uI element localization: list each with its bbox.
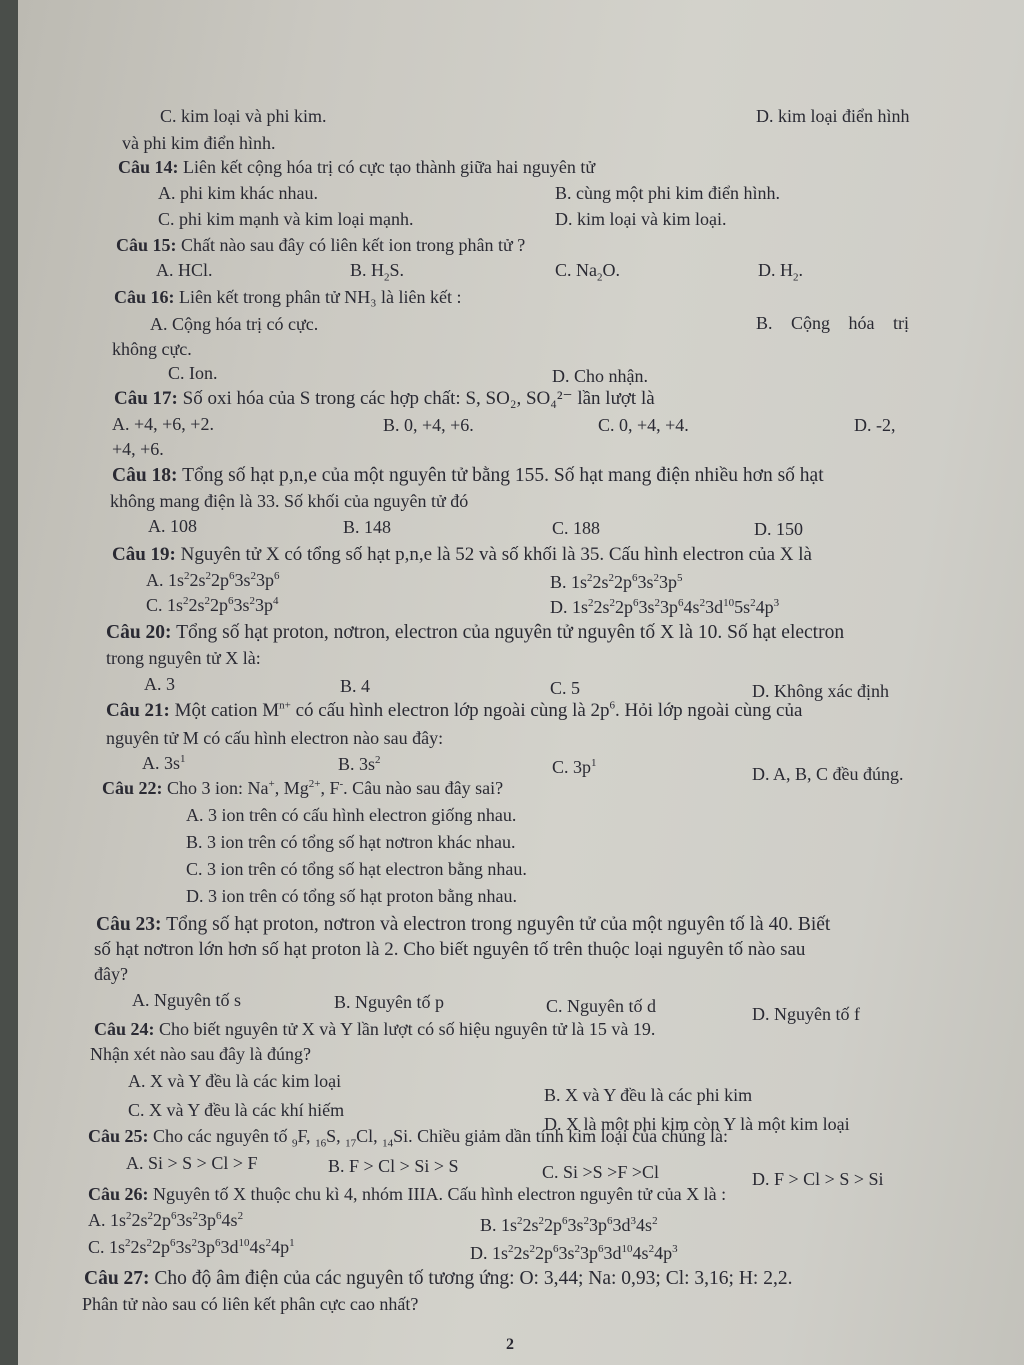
text-line: Phân tử nào sau có liên kết phân cực cao nhất? bbox=[82, 1294, 419, 1314]
option-c: C. Nguyên tố d bbox=[546, 996, 656, 1016]
option-c: C. 188 bbox=[552, 518, 601, 538]
option-a: A. Nguyên tố s bbox=[132, 990, 241, 1010]
question-label: Câu 27: bbox=[84, 1268, 150, 1289]
question-text: Chất nào sau đây có liên kết ion trong phân tử ? bbox=[181, 235, 526, 255]
question-27 bbox=[84, 1268, 792, 1290]
option-d: D. -2, bbox=[854, 415, 896, 435]
text-line: số hạt nơtron lớn hơn số hạt proton là 2. Cho biết nguyên tố trên thuộc loại nguyên tố nào sau bbox=[94, 939, 806, 960]
option-c: C. phi kim mạnh và kim loại mạnh. bbox=[158, 209, 414, 229]
text-line: và phi kim điển hình. bbox=[122, 133, 276, 153]
question-text: Cho biết nguyên tử X và Y lần lượt có số hiệu nguyên tử là 15 và 19. bbox=[159, 1019, 656, 1039]
option-c: C. $1s^22s^22p^63s^23p^4$ bbox=[146, 595, 279, 615]
option-a: A. 108 bbox=[148, 516, 197, 536]
text-line: không cực. bbox=[112, 339, 192, 359]
option-b: B. $1s^22s^22p^63s^23p^63d^34s^2$ bbox=[480, 1215, 658, 1235]
option-a: A. 3 bbox=[144, 674, 175, 694]
option-a: A. $3s^1$ bbox=[142, 753, 186, 773]
question-label: Câu 15: bbox=[116, 235, 177, 255]
option-d: D. 150 bbox=[754, 519, 803, 539]
question-23 bbox=[96, 914, 830, 936]
question-text: Liên kết trong phân tử NH₃ là liên kết : bbox=[179, 287, 462, 307]
option-b: B. Cộng hóa trị bbox=[756, 313, 909, 333]
text-line: D. kim loại điển hình bbox=[756, 106, 910, 126]
option-a: A. Si > S > Cl > F bbox=[126, 1153, 258, 1173]
option-c: C. $1s^22s^22p^63s^23p^63d^{10}4s^24p^1$ bbox=[88, 1237, 295, 1257]
question-text: Tổng số hạt proton, nơtron, electron của nguyên tử nguyên tố X là 10. Số hạt electron bbox=[176, 622, 845, 643]
question-15 bbox=[116, 234, 525, 256]
question-text: Nguyên tố X thuộc chu kì 4, nhóm IIIA. Cấu hình electron nguyên tử của X là : bbox=[153, 1184, 727, 1204]
question-text: Số oxi hóa của S trong các hợp chất: S, SO₂, SO₄²⁻ lần lượt là bbox=[182, 388, 655, 409]
option-d: D. F > Cl > S > Si bbox=[752, 1169, 884, 1189]
question-label: Câu 21: bbox=[106, 700, 170, 721]
option-c: C. $Na_2O$. bbox=[555, 260, 620, 284]
option-d: D. $1s^22s^22p^63s^23p^63d^{10}4s^24p^3$ bbox=[470, 1243, 678, 1263]
question-label: Câu 26: bbox=[88, 1184, 149, 1204]
option-a: A. 3 ion trên có cấu hình electron giống nhau. bbox=[186, 805, 517, 825]
option-a: A. $1s^22s^22p^63s^23p^64s^2$ bbox=[88, 1210, 244, 1230]
text-line: +4, +6. bbox=[112, 439, 164, 459]
question-26 bbox=[88, 1183, 726, 1205]
option-a: A. X và Y đều là các kim loại bbox=[128, 1071, 342, 1091]
question-label: Câu 14: bbox=[118, 157, 179, 177]
option-a: A. +4, +6, +2. bbox=[112, 414, 214, 434]
document-page bbox=[18, 0, 1024, 1365]
question-16 bbox=[114, 286, 461, 308]
question-20 bbox=[106, 622, 844, 644]
option-c: C. 5 bbox=[550, 678, 581, 698]
text-line: Nhận xét nào sau đây là đúng? bbox=[90, 1044, 311, 1064]
option-d: D. kim loại và kim loại. bbox=[555, 209, 727, 229]
question-18 bbox=[112, 465, 824, 487]
option-b: B. Nguyên tố p bbox=[334, 992, 444, 1012]
question-25: Câu 25: Cho các nguyên tố $_9$F, $_{16}$S, $_{17}$Cl, $_{14}$Si. Chiều giảm dần tính kim loại của chúng là: bbox=[88, 1126, 729, 1150]
option-b: B. X và Y đều là các phi kim bbox=[544, 1085, 753, 1105]
option-c: C. 0, +4, +4. bbox=[598, 415, 689, 435]
text-line: trong nguyên tử X là: bbox=[106, 648, 261, 668]
option-b: B. $1s^22s^22p^63s^23p^5$ bbox=[550, 572, 683, 592]
question-label: Câu 20: bbox=[106, 622, 172, 643]
option-d: D. Không xác định bbox=[752, 681, 889, 701]
option-b: B. $3s^2$ bbox=[338, 754, 381, 774]
option-b: B. $H_2S$. bbox=[350, 260, 405, 284]
question-text: Tổng số hạt p,n,e của một nguyên tử bằng 155. Số hạt mang điện nhiều hơn số hạt bbox=[182, 465, 824, 486]
option-a: A. Cộng hóa trị có cực. bbox=[150, 314, 319, 334]
option-d: D. $1s^22s^22p^63s^23p^64s^23d^{10}5s^24p^3$ bbox=[550, 597, 780, 617]
option-a: A. $1s^22s^22p^63s^23p^6$ bbox=[146, 570, 280, 590]
option-c: C. Ion. bbox=[168, 363, 218, 383]
question-label: Câu 23: bbox=[96, 914, 162, 935]
question-label: Câu 18: bbox=[112, 465, 178, 486]
option-d: D. Cho nhận. bbox=[552, 366, 648, 386]
text-line: C. kim loại và phi kim. bbox=[160, 106, 327, 126]
question-label: Câu 24: bbox=[94, 1019, 155, 1039]
text-line: không mang điện là 33. Số khối của nguyên tử đó bbox=[110, 491, 469, 511]
option-d: D. $H_2$. bbox=[758, 260, 803, 284]
option-a: A. HCl. bbox=[156, 260, 213, 280]
question-label: Câu 19: bbox=[112, 544, 176, 565]
option-c: C. Si >S >F >Cl bbox=[542, 1162, 659, 1182]
text-line: đây? bbox=[94, 964, 128, 984]
option-d: D. X là một phi kim còn Y là một kim loại bbox=[544, 1114, 850, 1134]
question-label: Câu 17: bbox=[114, 388, 178, 409]
option-c: C. $3p^1$ bbox=[552, 757, 597, 777]
question-text: Cho độ âm điện của các nguyên tố tương ứng: O: 3,44; Na: 0,93; Cl: 3,16; H: 2,2. bbox=[154, 1268, 793, 1289]
option-b: B. 4 bbox=[340, 676, 371, 696]
option-a: A. phi kim khác nhau. bbox=[158, 183, 318, 203]
option-c: C. X và Y đều là các khí hiếm bbox=[128, 1100, 345, 1120]
question-label: Câu 25: bbox=[88, 1126, 149, 1146]
option-b: B. 0, +4, +6. bbox=[383, 415, 474, 435]
option-d: D. Nguyên tố f bbox=[752, 1004, 860, 1024]
question-text: Tổng số hạt proton, nơtron và electron trong nguyên tử của một nguyên tố là 40. Biết bbox=[166, 914, 831, 935]
question-22: Câu 22: Cho 3 ion: Na+, $Mg^{2+}$, F-. Câu nào sau đây sai? bbox=[102, 778, 504, 798]
question-label: Câu 22: bbox=[102, 778, 163, 798]
question-17 bbox=[114, 388, 655, 410]
question-text: Nguyên tử X có tổng số hạt p,n,e là 52 và số khối là 35. Cấu hình electron của X là bbox=[180, 544, 812, 565]
text-line: nguyên tử M có cấu hình electron nào sau đây: bbox=[106, 728, 444, 748]
option-d: D. 3 ion trên có tổng số hạt proton bằng nhau. bbox=[186, 886, 517, 906]
option-b: B. 3 ion trên có tổng số hạt nơtron khác nhau. bbox=[186, 832, 516, 852]
question-24 bbox=[94, 1018, 655, 1040]
question-label: Câu 16: bbox=[114, 287, 175, 307]
question-21: Câu 21: Một cation $M^{n+}$ có cấu hình electron lớp ngoài cùng là $2p^6$. Hỏi lớp ngoài cùng của bbox=[106, 699, 803, 721]
question-19 bbox=[112, 544, 812, 566]
question-14 bbox=[118, 156, 595, 178]
option-b: B. cùng một phi kim điển hình. bbox=[555, 183, 780, 203]
option-d: D. A, B, C đều đúng. bbox=[752, 764, 904, 784]
page-number: 2 bbox=[506, 1336, 514, 1353]
option-c: C. 3 ion trên có tổng số hạt electron bằng nhau. bbox=[186, 859, 527, 879]
option-b: B. F > Cl > Si > S bbox=[328, 1156, 459, 1176]
question-text: Liên kết cộng hóa trị có cực tạo thành giữa hai nguyên tử bbox=[183, 157, 596, 177]
option-b: B. 148 bbox=[343, 517, 392, 537]
